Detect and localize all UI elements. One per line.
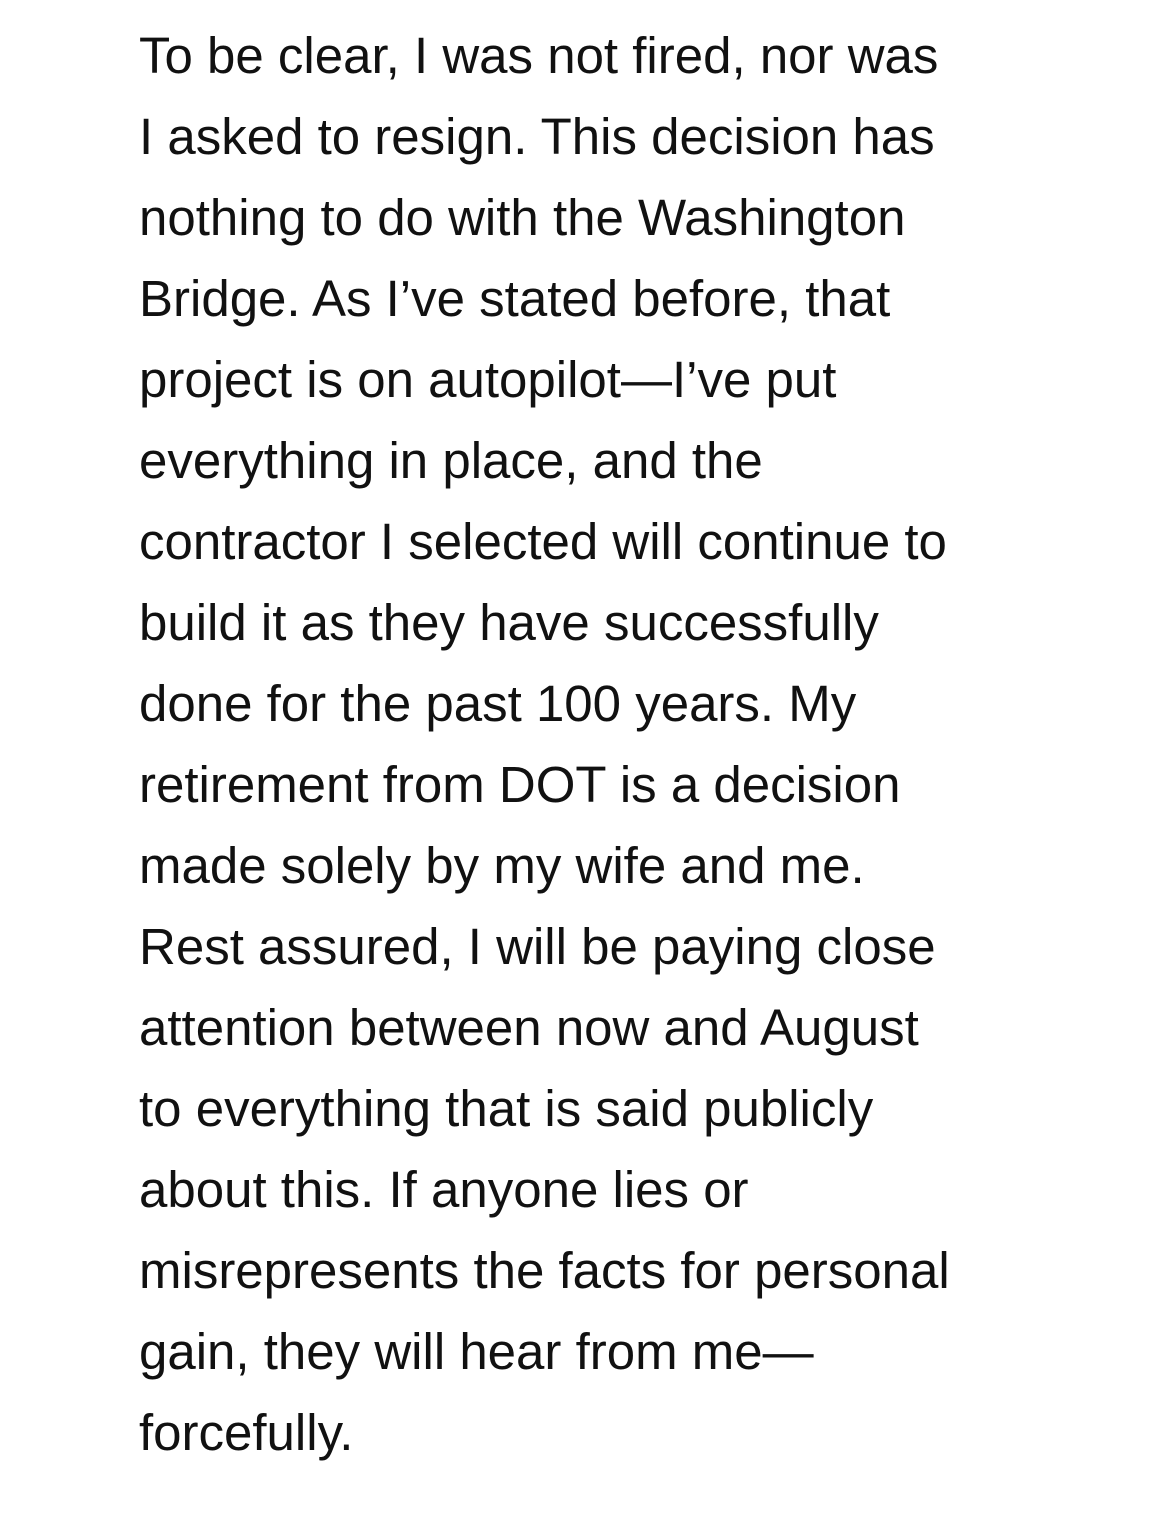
text-line: forcefully. (139, 1404, 354, 1461)
text-line: contractor I selected will continue to (139, 513, 947, 570)
text-line: nothing to do with the Washington (139, 189, 906, 246)
text-line: about this. If anyone lies or (139, 1161, 749, 1218)
statement-text-block (139, 0, 1039, 1527)
text-line: build it as they have successfully (139, 594, 879, 651)
text-line: gain, they will hear from me— (139, 1323, 814, 1380)
text-line: I asked to resign. This decision has (139, 108, 935, 165)
text-line: made solely by my wife and me. (139, 837, 865, 894)
text-line: To be clear, I was not fired, nor was (139, 27, 939, 84)
text-line: everything in place, and the (139, 432, 763, 489)
text-line: retirement from DOT is a decision (139, 756, 901, 813)
text-line: to everything that is said publicly (139, 1080, 874, 1137)
text-line: attention between now and August (139, 999, 919, 1056)
text-line: done for the past 100 years. My (139, 675, 857, 732)
text-line: Bridge. As I’ve stated before, that (139, 270, 891, 327)
text-line: misrepresents the facts for personal (139, 1242, 950, 1299)
text-line: Rest assured, I will be paying close (139, 918, 936, 975)
text-line: project is on autopilot—I’ve put (139, 351, 837, 408)
